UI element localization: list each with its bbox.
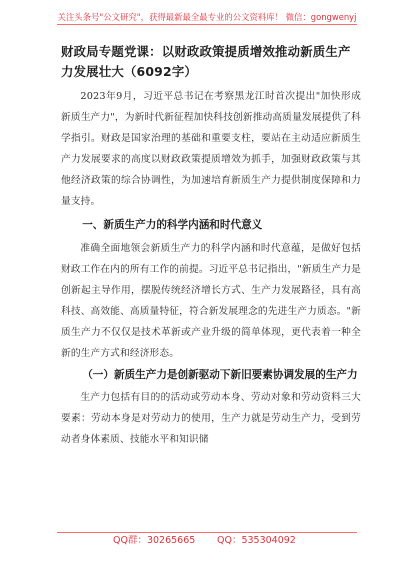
paragraph-subsection-1: 生产力包括有目的的活动或劳动本身、劳动对象和劳动资料三大要素：劳动本身是对劳动力的使用，生产力就是劳动生产力，受到劳动者身体素质、技能水平和知识储 — [61, 392, 361, 445]
footer-qq-group: QQ群：30265665 — [113, 535, 196, 546]
footer-qq-contact: QQ：535304092 — [217, 535, 296, 546]
paragraph-intro: 2023年9月，习近平总书记在考察黑龙江时首次提出"加快形成新质生产力"，为新时代新征程加快科技创新推动高质量发展提供了科学指引。财政是国家治理的基础和重要支柱，要站在主动适应新质生产力发展要求的高度以财政政策提质增效为抓手，加强财政政策与其他经济政策的综合协调性，为加速培育新质生产力提供制度保障和力量支持。 — [61, 91, 361, 207]
section-heading-1: 一、新质生产力的科学内涵和时代意义 — [82, 219, 263, 231]
subsection-heading-1: （一）新质生产力是创新驱动下新旧要素协调发展的生产力 — [82, 369, 358, 381]
document-title: 财政局专题党课：以财政政策提质增效推动新质生产力发展壮大（6092字） — [61, 44, 351, 79]
footer-bar — [57, 532, 357, 547]
header-banner: 关注头条号"公文研究"，获得最新最全最专业的公文资料库！ 微信：gongwenyj — [57, 10, 357, 25]
document-body — [61, 42, 361, 450]
paragraph-section-1: 准确全面地领会新质生产力的科学内涵和时代意蕴，是做好包括财政工作在内的所有工作的前提。习近平总书记指出，"新质生产力是创新起主导作用，摆脱传统经济增长方式、生产力发展路径，具有高科技、高效能、高质量特征，符合新发展理念的先进生产力质态。"新质生产力不仅仅是技术革新或产业升级的简单体现，更代表着一种全新的生产方式和经济形态。 — [61, 243, 361, 359]
